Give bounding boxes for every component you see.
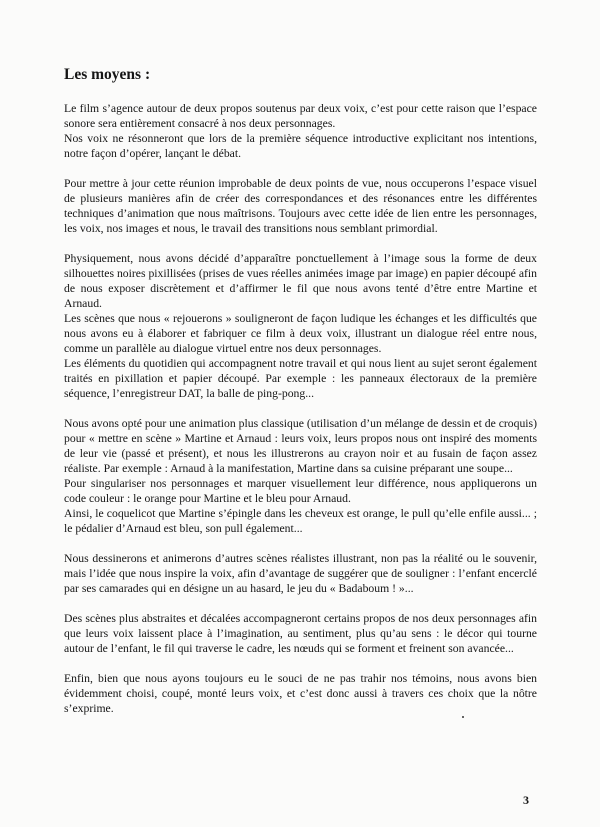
paragraph: Pour mettre à jour cette réunion improbable de deux points de vue, nous occuperons l’espace visuel de plusieurs manières afin de créer des correspondances et des résonances entre les différentes techniques d’animation que nous maîtrisons. Toujours avec cette idée de lien entre les personnages, les voix, nos images et nous, le travail des transitions nous semblant primordial. — [64, 177, 537, 235]
paragraph: Nous dessinerons et animerons d’autres scènes réalistes illustrant, non pas la réalité ou le souvenir, mais l’idée que nous inspire la voix, afin d’avantage de suggérer que de souligner : l’enfant encerclé par ses camarades qui en désigne un au hasard, le jeu du « Badaboum ! »... — [64, 552, 537, 595]
paragraph: Ainsi, le coquelicot que Martine s’épingle dans les cheveux est orange, le pull qu’elle enfile aussi... ; le pédalier d’Arnaud est bleu, son pull également... — [64, 507, 537, 535]
body-text — [64, 101, 537, 716]
paragraph: Nos voix ne résonneront que lors de la première séquence introductive explicitant nos intentions, notre façon d’opérer, lançant le débat. — [64, 132, 537, 160]
paragraph: Enfin, bien que nous ayons toujours eu le souci de ne pas trahir nos témoins, nous avons bien évidemment choisi, coupé, monté leurs voix, et c’est donc aussi à travers ces choix que la nôtre s’exprime. — [64, 672, 537, 715]
paragraph: Le film s’agence autour de deux propos soutenus par deux voix, c’est pour cette raison que l’espace sonore sera entièrement consacré à nos deux personnages. — [64, 102, 537, 130]
paragraph: Nous avons opté pour une animation plus classique (utilisation d’un mélange de dessin et de croquis) pour « mettre en scène » Martine et Arnaud : leurs voix, leurs propos nous ont inspiré des moments de leur vie (passé et présent), et nous les illustrerons au crayon noir et au fusain de façon assez réaliste. Par exemple : Arnaud à la manifestation, Martine dans sa cuisine préparant une soupe... — [64, 417, 537, 475]
paragraph: Des scènes plus abstraites et décalées accompagneront certains propos de nos deux personnages afin que leurs voix laissent place à l’imagination, au sentiment, plus qu’au sens : le décor qui tourne autour de l’enfant, le fil qui traverse le cadre, les nœuds qui se forment et freinent son avancée... — [64, 612, 537, 655]
scan-speck — [462, 716, 464, 718]
section-heading: Les moyens : — [64, 66, 151, 83]
page-number: 3 — [523, 793, 529, 807]
paragraph: Physiquement, nous avons décidé d’apparaître ponctuellement à l’image sous la forme de deux silhouettes noires pixillisées (prises de vues réelles animées image par image) en papier découpé afin de nous exposer discrètement et d’affirmer le fil que nous avons tenté d’être entre Martine et Arnaud. — [64, 252, 537, 310]
paragraph: Les scènes que nous « rejouerons » souligneront de façon ludique les échanges et les difficultés que nous avons eu à élaborer et fabriquer ce film à deux voix, illustrant un dialogue réel entre nous, comme un parallèle au dialogue virtuel entre nos deux personnages. — [64, 312, 537, 355]
paragraph: Les éléments du quotidien qui accompagnent notre travail et qui nous lient au sujet seront également traités en pixillation et papier découpé. Par exemple : les panneaux électoraux de la première séquence, l’enregistreur DAT, la balle de ping-pong... — [64, 357, 537, 400]
paragraph: Pour singulariser nos personnages et marquer visuellement leur différence, nous appliquerons un code couleur : le orange pour Martine et le bleu pour Arnaud. — [64, 477, 537, 505]
